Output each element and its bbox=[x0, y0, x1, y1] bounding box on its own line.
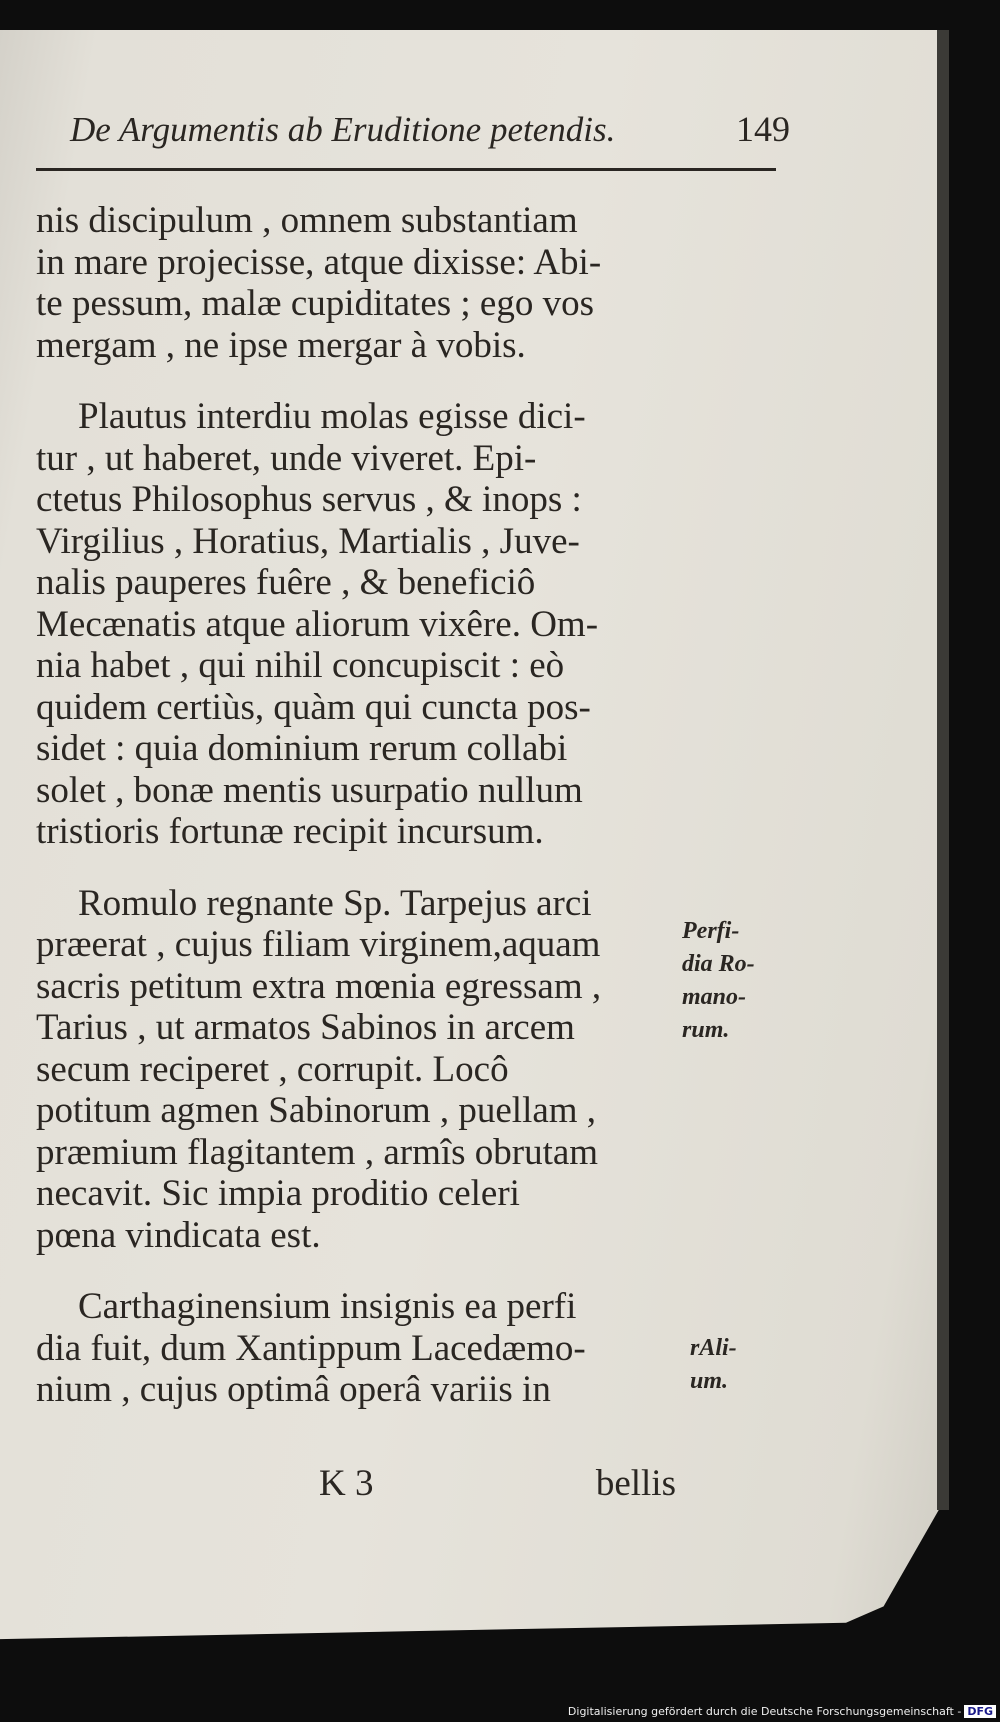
paragraph-2 bbox=[36, 396, 676, 853]
text-line: nalis pauperes fuêre , & beneficiô bbox=[36, 562, 536, 603]
text-line: potitum agmen Sabinorum , puellam , bbox=[36, 1090, 597, 1131]
text-line: sacris petitum extra mœnia egressam , bbox=[36, 965, 602, 1007]
text-line: Tarius , ut armatos Sabinos in arcem bbox=[36, 1007, 575, 1048]
text-line: mergam , ne ipse mergar à vobis. bbox=[36, 324, 526, 366]
paragraph-3 bbox=[36, 883, 676, 1257]
text-line: sidet : quia dominium rerum collabi bbox=[36, 728, 568, 769]
digitization-footer bbox=[568, 1705, 996, 1718]
margin-note-line: Perfi- bbox=[682, 918, 740, 944]
text-line: Plautus interdiu molas egisse dici- bbox=[78, 396, 586, 437]
body-text bbox=[36, 200, 676, 1441]
text-line: præmium flagitantem , armîs obrutam bbox=[36, 1131, 599, 1173]
catchword: bellis bbox=[595, 1463, 676, 1504]
margin-note-aliorum bbox=[690, 1332, 737, 1398]
signature-mark: K 3 bbox=[319, 1463, 374, 1504]
page-header bbox=[70, 110, 790, 160]
margin-note-line: dia Ro- bbox=[682, 951, 755, 977]
text-line: in mare projecisse, atque dixisse: Abi- bbox=[36, 241, 602, 283]
footer-text: Digitalisierung gefördert durch die Deutsche Forschungsgemeinschaft - bbox=[567, 1705, 962, 1718]
text-line: Mecænatis atque aliorum vixêre. Om- bbox=[36, 603, 599, 645]
text-line: necavit. Sic impia proditio celeri bbox=[36, 1173, 520, 1214]
text-line: præerat , cujus filiam virginem,aquam bbox=[36, 924, 601, 965]
text-line: tristioris fortunæ recipit incursum. bbox=[36, 811, 544, 852]
text-line: pœna vindicata est. bbox=[36, 1214, 321, 1256]
header-rule bbox=[36, 168, 776, 171]
page-edge bbox=[937, 30, 949, 1510]
paragraph-4 bbox=[36, 1286, 676, 1411]
margin-note-line: rAli- bbox=[690, 1335, 737, 1361]
dfg-logo: DFG bbox=[964, 1705, 996, 1718]
text-line: nis discipulum , omnem substantiam bbox=[36, 200, 578, 241]
page-number: 149 bbox=[736, 109, 790, 149]
text-line: quidem certiùs, quàm qui cuncta pos- bbox=[36, 686, 591, 728]
text-line: solet , bonæ mentis usurpatio nullum bbox=[36, 769, 583, 811]
margin-note-line: rum. bbox=[682, 1017, 730, 1043]
margin-note-perfidia-romanorum bbox=[682, 915, 755, 1047]
text-line: nium , cujus optimâ operâ variis in bbox=[36, 1369, 551, 1410]
text-line: tur , ut haberet, unde viveret. Epi- bbox=[36, 437, 537, 479]
signature-line bbox=[36, 1462, 676, 1502]
text-line: Romulo regnante Sp. Tarpejus arci bbox=[78, 882, 592, 924]
margin-note-line: mano- bbox=[682, 984, 747, 1010]
running-title: De Argumentis ab Eruditione petendis. bbox=[70, 110, 616, 149]
text-line: Virgilius , Horatius, Martialis , Juve- bbox=[36, 520, 580, 562]
margin-note-line: um. bbox=[690, 1368, 729, 1394]
paragraph-1 bbox=[36, 200, 676, 366]
text-line: Carthaginensium insignis ea perfi bbox=[78, 1286, 577, 1327]
text-line: ctetus Philosophus servus , & inops : bbox=[36, 479, 582, 520]
text-line: te pessum, malæ cupiditates ; ego vos bbox=[36, 283, 594, 324]
text-line: dia fuit, dum Xantippum Lacedæmo- bbox=[36, 1327, 586, 1369]
text-line: nia habet , qui nihil concupiscit : eò bbox=[36, 645, 565, 686]
text-line: secum reciperet , corrupit. Locô bbox=[36, 1048, 509, 1090]
